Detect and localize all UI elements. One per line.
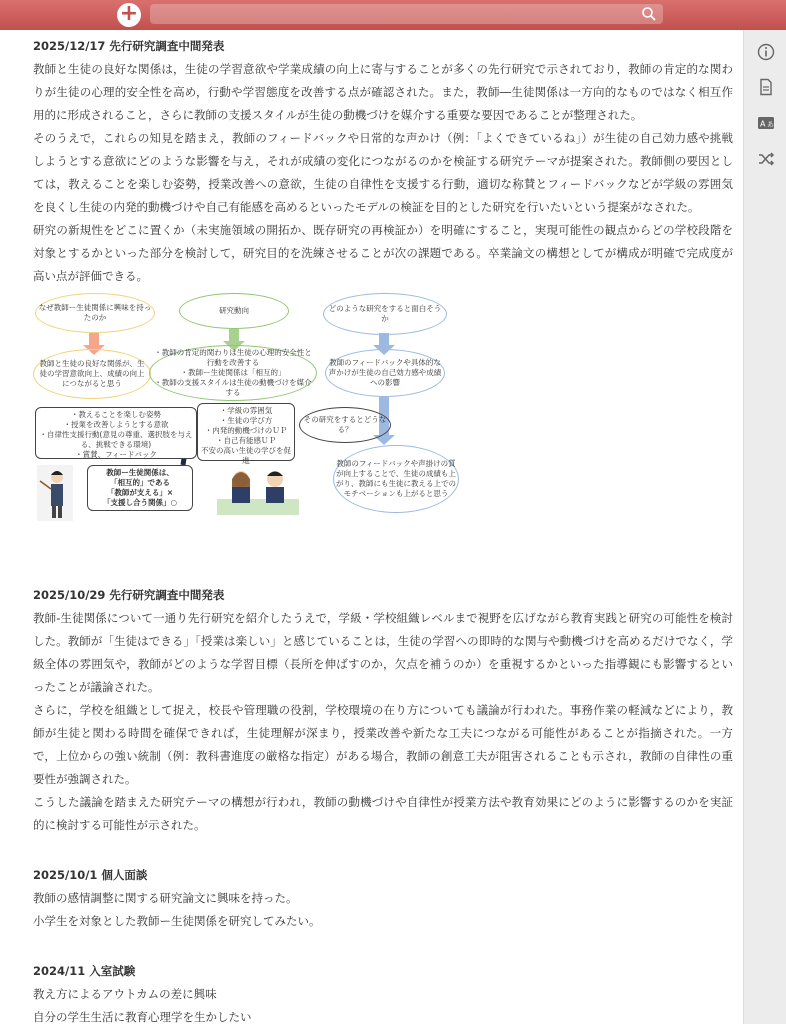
- answer-bubble-2: ・教師の肯定的関わりは生徒の心理的安全性と行動を改善する ・教師ー生徒関係は「相互的」 ・教師の支援スタイルは生徒の動機づけを媒介する: [149, 345, 317, 401]
- research-diagram: [33, 293, 513, 533]
- notes-content: [33, 30, 733, 1029]
- teacher-factors-box: ・教えることを楽しむ姿勢 ・授業を改善しようとする意欲 ・自律性支援行動(意見の尊重、選択肢を与える、挑戦できる環境) ・賞賛、フィードバック: [35, 407, 197, 459]
- result-bubble: 教師のフィードバックや声掛けの質が向上することで、生徒の成績も上がり、教師にも生徒に教える上でのモチベーションも上がると思う: [333, 445, 459, 513]
- question-bubble-2: 研究動向: [179, 293, 289, 329]
- students-figure-icon: [217, 465, 299, 519]
- answer-bubble-3: 教師のフィードバックや具体的な声かけが生徒の自己効力感や成績への影響: [325, 349, 445, 397]
- relation-title: 教師ー生徒関係は、: [106, 468, 174, 477]
- svg-text:あ: あ: [767, 120, 774, 129]
- paragraph: 研究の新規性をどこに置くか（未実施領域の開拓か、既存研究の再検証か）を明確にすること，実現可能性の観点からどの学校段階を対象とするかといった部分を検討して，研究目的を洗練させることが次の課題である。卒業論文の構想としてが構成が明確で完成度が高い点が評価できる。: [33, 223, 733, 283]
- shuffle-icon[interactable]: [757, 150, 775, 168]
- paragraph: 教え方によるアウトカムの差に興味: [33, 987, 217, 1001]
- question-bubble-1: なぜ教師ー生徒関係に興味を持ったのか: [35, 293, 155, 333]
- paragraph: そのうえで，これらの知見を踏まえ，教師のフィードバックや日常的な声かけ（例：「よくできているね」）が生徒の自己効力感や挑戦しようとする意欲にどのような影響を与え，それが成績の変化につながるのかを検証する研究テーマが提案された。教師側の要因としては，教えることを楽しむ姿勢，授業改善への意欲，生徒の自律性を支援する行動，適切な称賛とフィードバックなどが学級の雰囲気を良くし生徒の内発的動機づけや自己有能感を高めるといったモデルの検証を目的とした研究を行いたいという提案がなされた。: [33, 131, 733, 214]
- add-button[interactable]: +: [117, 3, 141, 27]
- right-sidebar: [743, 30, 786, 1024]
- search-input[interactable]: [150, 4, 663, 24]
- paragraph: こうした議論を踏まえた研究テーマの構想が行われ，教師の動機づけや自律性が授業方法や教育効果にどのように影響するのかを実証的に検討する可能性が示された。: [33, 795, 733, 832]
- info-icon[interactable]: [757, 43, 775, 61]
- teacher-figure-icon: [37, 465, 73, 521]
- section-title: 2024/11 入室試験: [33, 964, 136, 978]
- paragraph: 小学生を対象とした教師ー生徒関係を研究してみたい。: [33, 914, 321, 928]
- paragraph: 教師と生徒の良好な関係は，生徒の学習意欲や学業成績の向上に寄与することが多くの先行研究で示されており，教師の肯定的な関わりが生徒の心理的安全性を高め，行動や学習態度を改善する点が確認された。また，教師―生徒関係は一方向的なものではなく相互作用的に形成されること，さらに教師の支援スタイルが生徒の動機づけを媒介する重要な要因であることが整理された。: [33, 62, 733, 122]
- document-icon[interactable]: [757, 78, 775, 96]
- section-title: 2025/12/17 先行研究調査中間発表: [33, 39, 225, 53]
- paragraph: 教師の感情調整に関する研究論文に興味を持った。: [33, 891, 298, 905]
- paragraph: 自分の学生生活に教育心理学を生かしたい: [33, 1010, 252, 1024]
- paragraph: さらに，学校を組織として捉え，校長や管理職の役割，学校環境の在り方についても議論が行われた。事務作業の軽減などにより，教師が生徒と関わる時間を確保できれば，生徒理解が深まり，授業改善や新たな工夫につながる可能性があることが指摘された。一方で，上位からの強い統制（例：教科書進度の厳格な指定）がある場合，教師の創意工夫が阻害されることも示され，教師の自律性の重要性が強調された。: [33, 703, 733, 786]
- thought-bubble: その研究をするとどうなる？: [299, 407, 391, 443]
- answer-bubble-1: 教師と生徒の良好な関係が、生徒の学習意欲向上、成績の向上につながると思う: [33, 349, 151, 399]
- relation-box: [87, 465, 193, 511]
- relation-line-1: 「教師が支える」×: [106, 488, 174, 497]
- paragraph: 教師‐生徒関係について一通り先行研究を紹介したうえで，学級・学校組織レベルまで視野を広げながら教育実践と研究の可能性を検討した。教師が「生徒はできる」「授業は楽しい」と感じていることは，生徒の学習への即時的な関与や動機づけを高めるだけでなく，学級全体の雰囲気や，教師がどのような学習目標（長所を伸ばすのか，欠点を補うのか）を重視するかといった指導観にも影響するといったことが議論された。: [33, 611, 733, 694]
- student-effects-box: ・学級の雰囲気 ・生徒の学び方 ・内発的動機づけのＵＰ ・自己有能感ＵＰ 不安の高い生徒の学びを促進: [197, 403, 295, 461]
- svg-text:A: A: [760, 119, 766, 129]
- search-icon[interactable]: [641, 6, 657, 22]
- relation-mid: 「相互的」である: [110, 478, 170, 487]
- relation-line-2: 「支援し合う関係」○: [102, 498, 178, 507]
- section-title: 2025/10/29 先行研究調査中間発表: [33, 588, 225, 602]
- question-bubble-3: どのような研究をすると面白そうか: [323, 293, 447, 335]
- translate-icon[interactable]: [757, 114, 775, 132]
- section-title: 2025/10/1 個人面談: [33, 868, 148, 882]
- top-toolbar: [0, 0, 786, 30]
